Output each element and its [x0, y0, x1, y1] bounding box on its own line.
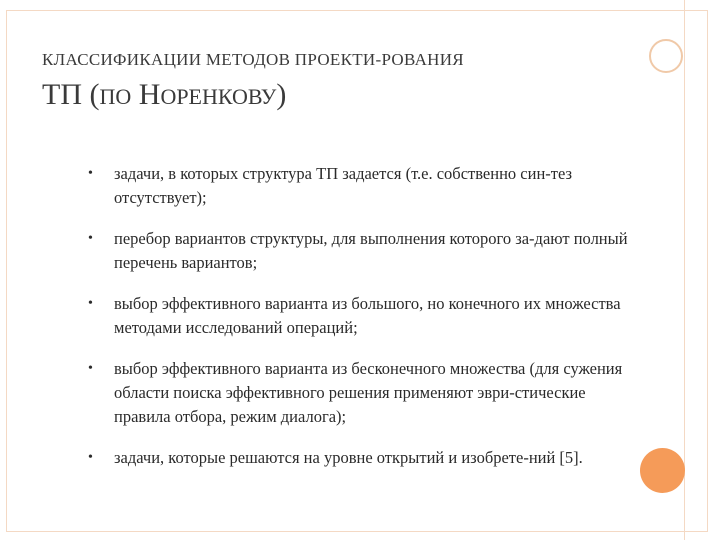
list-item-text: перебор вариантов структуры, для выполнения которого за-дают полный перечень вариантов; [114, 229, 628, 272]
title-part: ПО [99, 84, 132, 109]
list-item [88, 162, 628, 210]
decorative-vertical-line [684, 0, 685, 540]
slide-title-line2 [42, 78, 286, 112]
list-item-text: задачи, в которых структура ТП задается (т.е. собственно син-тез отсутствует); [114, 164, 573, 207]
bullet-marker: • [88, 296, 93, 311]
decorative-circle-outline [649, 39, 683, 73]
bullet-marker: • [88, 361, 93, 376]
bullet-marker: • [88, 166, 93, 181]
list-item [88, 357, 628, 429]
list-item [88, 292, 628, 340]
title-part: ) [276, 78, 287, 111]
title-part: ТП ( [42, 78, 100, 111]
list-item [88, 446, 628, 470]
bullet-marker: • [88, 231, 93, 246]
list-item-text: выбор эффективного варианта из бесконечного множества (для сужения области поиска эффективного решения применяют эври-стические правила отбора, режим диалога); [114, 359, 623, 426]
list-item-text: выбор эффективного варианта из большого, но конечного их множества методами исследований операций; [114, 294, 621, 337]
list-item [88, 227, 628, 275]
bullet-list [88, 162, 628, 487]
slide-title-line1: КЛАССИФИКАЦИИ МЕТОДОВ ПРОЕКТИ-РОВАНИЯ [42, 50, 464, 69]
title-part: Н [131, 78, 161, 111]
decorative-circle-filled [640, 448, 685, 493]
list-item-text: задачи, которые решаются на уровне открытий и изобрете-ний [5]. [114, 448, 583, 467]
bullet-marker: • [88, 450, 93, 465]
title-part: ОРЕНКОВУ [160, 84, 277, 109]
